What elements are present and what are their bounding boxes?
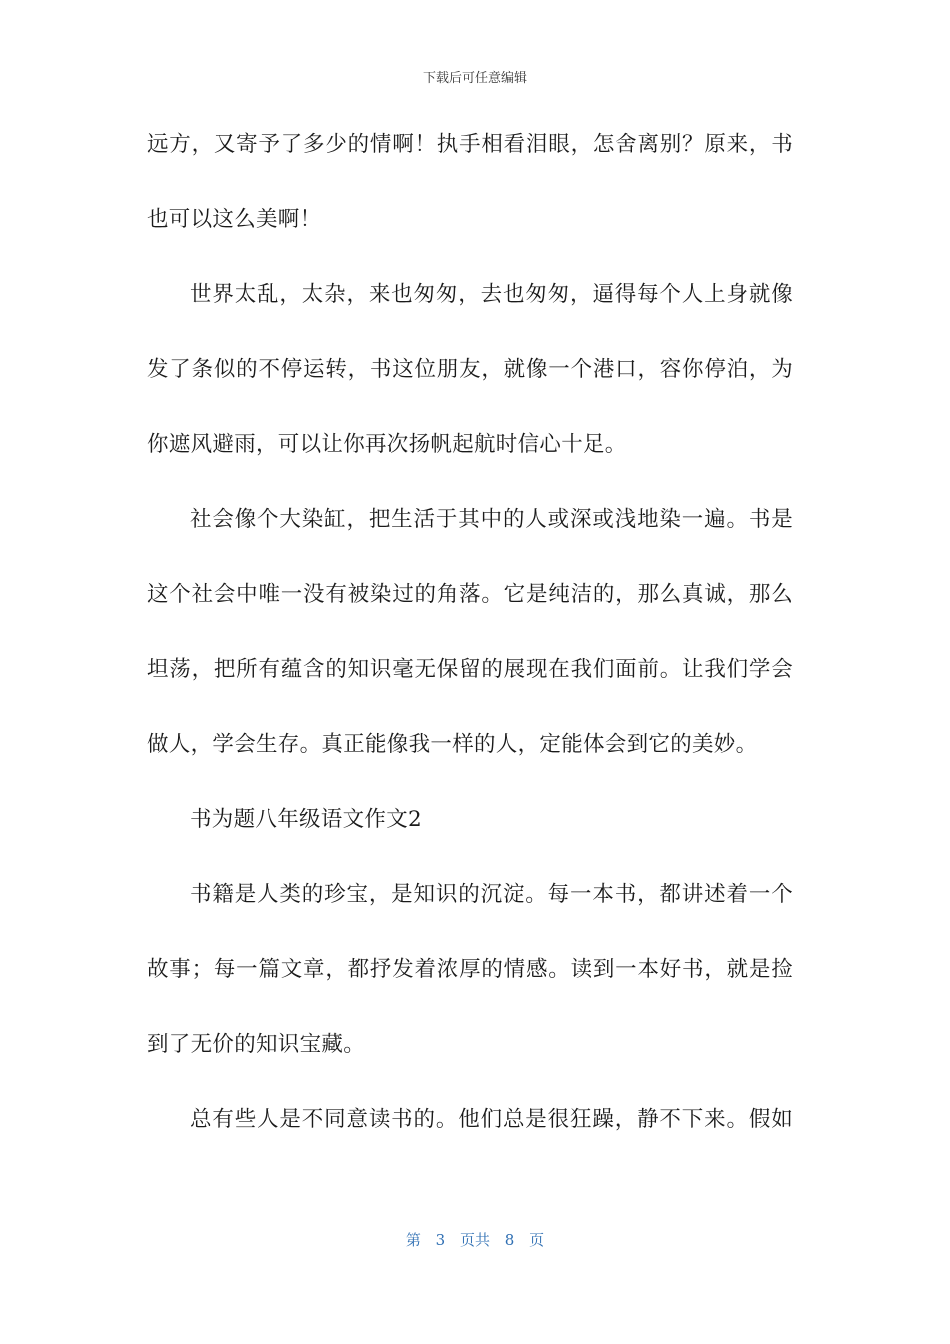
text-line: 也可以这么美啊！ bbox=[147, 207, 322, 232]
text-line: 故事；每一篇文章，都抒发着浓厚的情感。读到一本好书，就是捡 bbox=[147, 957, 793, 982]
text-line: 世界太乱，太杂，来也匆匆，去也匆匆，逼得每个人上身就像 bbox=[190, 282, 793, 307]
text-line: 远方，又寄予了多少的情啊！执手相看泪眼，怎舍离别？原来，书 bbox=[147, 132, 793, 157]
text-line: 书籍是人类的珍宝，是知识的沉淀。每一本书，都讲述着一个 bbox=[190, 882, 793, 907]
page-footer: 第 3 页共 8 页 bbox=[405, 1231, 545, 1249]
page-header: 下载后可任意编辑 bbox=[422, 71, 527, 86]
text-line: 你遮风避雨，可以让你再次扬帆起航时信心十足。 bbox=[147, 432, 627, 457]
text-line: 社会像个大染缸，把生活于其中的人或深或浅地染一遍。书是 bbox=[190, 507, 793, 532]
document-body bbox=[147, 129, 793, 1179]
text-line: 坦荡，把所有蕴含的知识毫无保留的展现在我们面前。让我们学会 bbox=[147, 657, 793, 682]
text-line: 做人，学会生存。真正能像我一样的人，定能体会到它的美妙。 bbox=[147, 732, 758, 757]
text-line: 发了条似的不停运转，书这位朋友，就像一个港口，容你停泊，为 bbox=[147, 357, 793, 382]
text-line: 到了无价的知识宝藏。 bbox=[147, 1032, 366, 1057]
text-line: 总有些人是不同意读书的。他们总是很狂躁，静不下来。假如 bbox=[190, 1107, 793, 1132]
section-heading: 书为题八年级语文作文2 bbox=[190, 807, 422, 832]
text-line: 这个社会中唯一没有被染过的角落。它是纯洁的，那么真诚，那么 bbox=[147, 582, 793, 607]
